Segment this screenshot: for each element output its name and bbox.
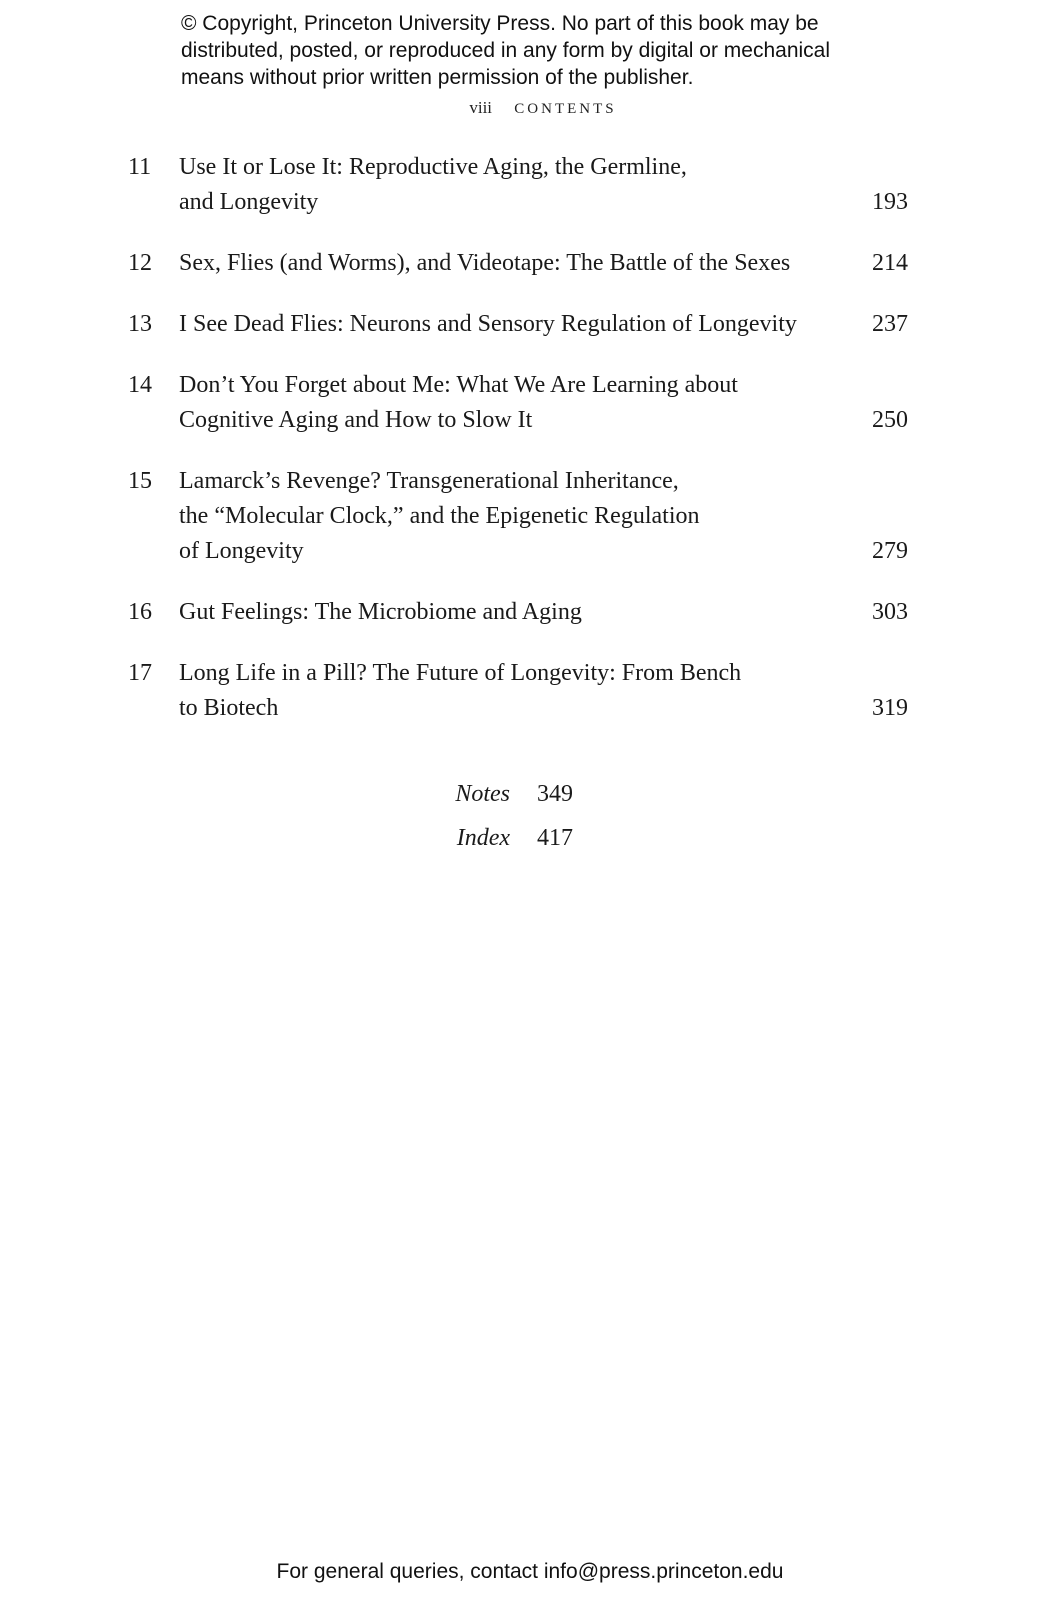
chapter-page-number: 214 — [872, 250, 908, 276]
chapter-title-line: to Biotech — [179, 695, 279, 721]
chapter-title — [179, 368, 828, 438]
backmatter-label: Index — [456, 825, 510, 851]
chapter-title — [179, 150, 828, 220]
toc-entry — [128, 656, 908, 726]
copyright-line: distributed, posted, or reproduced in any form by digital or mechanical — [181, 39, 831, 62]
chapter-page-number: 303 — [872, 599, 908, 625]
chapter-title — [179, 656, 828, 726]
backmatter-page-number: 349 — [537, 781, 573, 807]
chapter-page-number: 319 — [872, 695, 908, 721]
chapter-number: 12 — [128, 250, 152, 276]
chapter-title-line: and Longevity — [179, 189, 319, 215]
chapter-number: 16 — [128, 599, 152, 625]
chapter-page-number: 279 — [872, 538, 908, 564]
chapter-title — [179, 246, 828, 281]
backmatter-label: Notes — [455, 781, 510, 807]
copyright-notice — [181, 10, 901, 91]
chapter-title-line: Lamarck’s Revenge? Transgenerational Inheritance, — [179, 468, 679, 494]
section-title: CONTENTS — [514, 101, 617, 117]
toc-entry — [128, 150, 908, 220]
chapter-title-line: Don’t You Forget about Me: What We Are Learning about — [179, 372, 738, 398]
chapter-title — [179, 307, 828, 342]
copyright-line: © Copyright, Princeton University Press. No part of this book may be — [181, 12, 819, 35]
toc-entry — [128, 246, 908, 281]
chapter-number: 14 — [128, 372, 152, 398]
chapter-title-line: Use It or Lose It: Reproductive Aging, the Germline, — [179, 154, 687, 180]
toc-entry — [128, 595, 908, 630]
chapter-page-number: 193 — [872, 189, 908, 215]
chapter-title-line: Long Life in a Pill? The Future of Longevity: From Bench — [179, 660, 742, 686]
chapter-title — [179, 595, 828, 630]
backmatter-entry-notes — [0, 772, 1050, 816]
backmatter-page-number: 417 — [537, 825, 573, 851]
chapter-title — [179, 464, 828, 569]
chapter-title-line: Cognitive Aging and How to Slow It — [179, 407, 533, 433]
chapter-number: 11 — [128, 154, 152, 180]
chapter-title-line: I See Dead Flies: Neurons and Sensory Regulation of Longevity — [179, 311, 797, 337]
copyright-line: means without prior written permission of the publisher. — [181, 66, 694, 89]
chapter-number: 13 — [128, 311, 152, 337]
toc-entry — [128, 464, 908, 569]
chapter-title-line: Sex, Flies (and Worms), and Videotape: The Battle of the Sexes — [179, 250, 791, 276]
toc-entry — [128, 368, 908, 438]
page-folio: viii — [469, 98, 493, 117]
chapter-number: 17 — [128, 660, 152, 686]
chapter-page-number: 250 — [872, 407, 908, 433]
chapter-title-line: the “Molecular Clock,” and the Epigenetic Regulation — [179, 503, 700, 529]
table-of-contents — [128, 150, 908, 752]
chapter-number: 15 — [128, 468, 152, 494]
toc-entry — [128, 307, 908, 342]
chapter-title-line: of Longevity — [179, 538, 304, 564]
backmatter-entry-index — [0, 816, 1050, 860]
backmatter-list — [0, 772, 1050, 860]
chapter-page-number: 237 — [872, 311, 908, 337]
footer-contact: For general queries, contact info@press.princeton.edu — [276, 1560, 784, 1583]
running-head — [0, 98, 1050, 118]
chapter-title-line: Gut Feelings: The Microbiome and Aging — [179, 599, 582, 625]
